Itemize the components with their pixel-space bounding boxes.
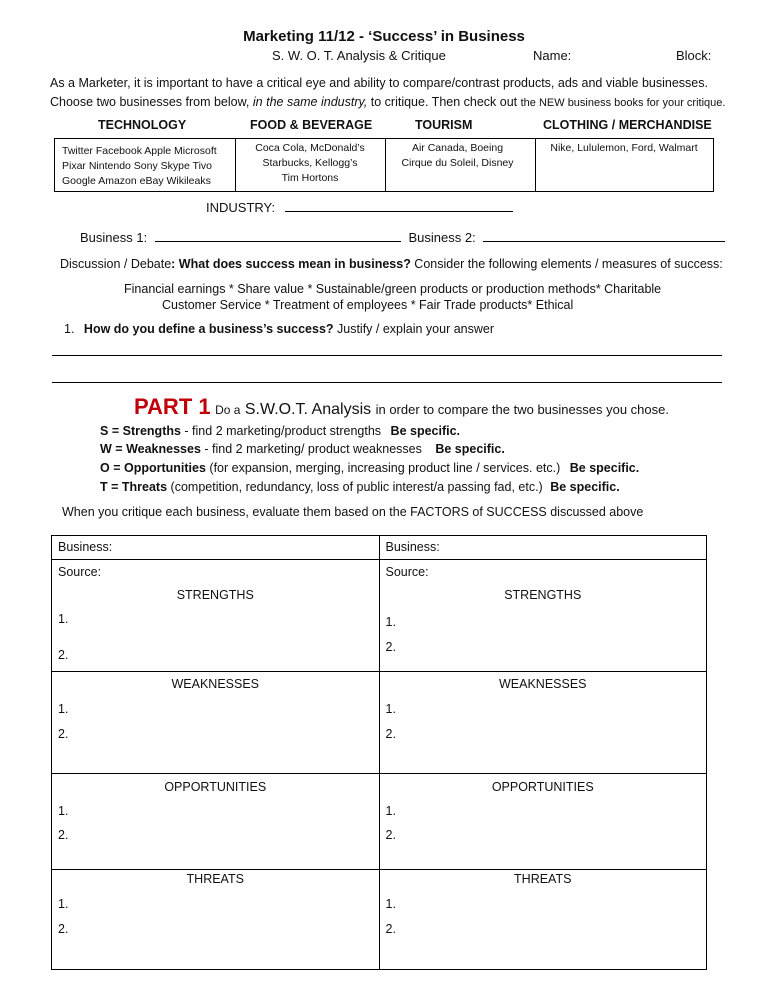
source-label-right: Source: [385, 565, 429, 579]
swot-def-strengths [100, 424, 460, 438]
strengths-item-2-left: 2. [58, 648, 69, 662]
category-cell-clothing [535, 139, 713, 191]
source-label-left: Source: [58, 565, 102, 579]
threats-heading-right: THREATS [514, 872, 572, 886]
swot-term-strengths: = Strengths [111, 424, 181, 438]
strengths-item-1-right: 1. [385, 615, 396, 629]
success-elements-line-2: Customer Service * Treatment of employees * Fair Trade products* Ethical [162, 298, 574, 312]
discussion-rest: Consider the following elements / measures of success: [410, 257, 723, 271]
weaknesses-heading-left: WEAKNESSES [171, 677, 260, 691]
discussion-prefix: Discussion / Debate [60, 257, 172, 271]
critique-note: When you critique each business, evaluate them based on the FACTORS of SUCCESS discussed above [62, 505, 644, 519]
discussion-line [60, 257, 723, 271]
page-title: Marketing 11/12 - ‘Success’ in Business [243, 28, 525, 45]
success-elements-line-1: Financial earnings * Share value * Sustainable/green products or production methods* Charitable [124, 282, 662, 296]
swot-term-opportunities: = Opportunities [113, 461, 206, 475]
swot-desc-strengths: - find 2 marketing/product strengths [180, 424, 382, 438]
answer-line-2[interactable] [52, 382, 722, 383]
technology-line-1: Twitter Facebook Apple Microsoft [62, 145, 217, 157]
weaknesses-cell-left[interactable] [52, 672, 380, 774]
question-1-text: How do you define a business’s success? [83, 322, 334, 336]
strengths-item-2-right: 2. [385, 640, 396, 654]
swot-note-opportunities: Be specific. [569, 461, 640, 475]
weaknesses-item-1-right: 1. [385, 702, 396, 716]
swot-letter-w: W [100, 442, 112, 456]
part-1-small: Do a [215, 403, 241, 417]
threats-item-2-left: 2. [58, 922, 69, 936]
swot-term-threats: = Threats [111, 480, 168, 494]
food-line-1: Coca Cola, McDonald’s [255, 142, 365, 154]
answer-line-1[interactable] [52, 355, 722, 356]
threats-cell-left[interactable] [52, 870, 380, 970]
part-1-rest: in order to compare the two businesses you chose. [375, 402, 669, 417]
strengths-item-1-left: 1. [58, 612, 69, 626]
page-subtitle: S. W. O. T. Analysis & Critique [272, 48, 446, 63]
threats-item-1-left: 1. [58, 897, 69, 911]
swot-def-opportunities [100, 461, 639, 475]
swot-desc-opportunities: (for expansion, merging, increasing product line / services. etc.) [205, 461, 561, 475]
swot-note-weaknesses: Be specific. [435, 442, 505, 456]
question-1-number: 1. [64, 322, 75, 336]
threats-heading-left: THREATS [186, 872, 244, 886]
name-label: Name: [533, 48, 572, 63]
threats-item-1-right: 1. [385, 897, 396, 911]
discussion-question: : What does success mean in business? [171, 257, 411, 271]
threats-cell-right[interactable] [379, 870, 707, 970]
swot-letter-t: T [100, 480, 108, 494]
swot-desc-weaknesses: - find 2 marketing/ product weaknesses [200, 442, 422, 456]
intro-text-a: Choose two businesses from below, [50, 95, 253, 109]
opportunities-cell-right[interactable] [379, 774, 707, 870]
category-cell-tourism [385, 139, 536, 191]
industry-label: INDUSTRY: [206, 200, 276, 215]
strengths-cell-right[interactable] [379, 560, 707, 672]
intro-text-b: to critique. Then check out [367, 95, 521, 109]
category-heading-tourism: TOURISM [415, 118, 473, 132]
swot-def-weaknesses [100, 442, 505, 456]
category-cell-food [235, 139, 386, 191]
swot-note-threats: Be specific. [550, 480, 620, 494]
weaknesses-item-2-left: 2. [58, 727, 69, 741]
strengths-heading-left: STRENGTHS [176, 588, 254, 602]
category-heading-clothing: CLOTHING / MERCHANDISE [543, 118, 712, 132]
swot-letter-o: O [100, 461, 110, 475]
part-1-heading: PART 1 [134, 394, 211, 419]
food-line-2: Starbucks, Kellogg’s [262, 157, 358, 169]
opportunities-item-1-left: 1. [58, 804, 69, 818]
opportunities-item-2-right: 2. [385, 828, 396, 842]
threats-item-2-right: 2. [385, 922, 396, 936]
intro-text-c: the NEW business books for your critique. [520, 97, 726, 109]
block-label: Block: [676, 48, 712, 63]
intro-line-1: As a Marketer, it is important to have a critical eye and ability to compare/contrast products, ads and viable businesses. [50, 76, 708, 90]
business1-blank[interactable] [155, 230, 401, 242]
weaknesses-item-2-right: 2. [385, 727, 396, 741]
category-cell-technology [55, 139, 236, 191]
business2-blank[interactable] [483, 230, 725, 242]
category-table [54, 138, 714, 192]
opportunities-heading-right: OPPORTUNITIES [491, 780, 594, 794]
business-row [80, 230, 725, 245]
opportunities-cell-left[interactable] [52, 774, 380, 870]
opportunities-item-2-left: 2. [58, 828, 69, 842]
business-cell-right[interactable] [379, 536, 707, 560]
intro-emphasis: in the same industry, [252, 95, 368, 109]
strengths-heading-right: STRENGTHS [504, 588, 582, 602]
opportunities-item-1-right: 1. [385, 804, 396, 818]
opportunities-heading-left: OPPORTUNITIES [164, 780, 267, 794]
swot-def-threats [100, 480, 620, 494]
business2-label: Business 2: [408, 230, 476, 245]
industry-row [206, 200, 513, 215]
category-heading-food: FOOD & BEVERAGE [250, 118, 373, 132]
swot-letter-s: S [100, 424, 109, 438]
tourism-line-1: Air Canada, Boeing [411, 142, 504, 154]
tourism-line-2: Cirque du Soleil, Disney [401, 157, 514, 169]
business-cell-left[interactable] [52, 536, 380, 560]
swot-table [51, 535, 707, 970]
intro-line-2 [50, 95, 725, 109]
weaknesses-heading-right: WEAKNESSES [498, 677, 587, 691]
technology-line-3: Google Amazon eBay Wikileaks [62, 175, 211, 187]
swot-desc-threats: (competition, redundancy, loss of public interest/a passing fad, etc.) [167, 480, 543, 494]
question-1 [64, 322, 494, 336]
weaknesses-cell-right[interactable] [379, 672, 707, 774]
business-label-right: Business: [385, 540, 440, 554]
industry-blank[interactable] [285, 200, 513, 212]
technology-line-2: Pixar Nintendo Sony Skype Tivo [62, 160, 212, 172]
category-heading-technology: TECHNOLOGY [98, 118, 187, 132]
clothing-line-1: Nike, Lululemon, Ford, Walmart [550, 142, 698, 154]
part-1-swot-title: S.W.O.T. Analysis [244, 401, 372, 418]
business1-label: Business 1: [80, 230, 148, 245]
question-1-hint: Justify / explain your answer [333, 322, 495, 336]
strengths-cell-left[interactable] [52, 560, 380, 672]
food-line-3: Tim Hortons [281, 172, 339, 184]
weaknesses-item-1-left: 1. [58, 702, 69, 716]
swot-term-weaknesses: = Weaknesses [115, 442, 201, 456]
business-label-left: Business: [58, 540, 113, 554]
part-1-heading-row [134, 394, 669, 420]
swot-note-strengths: Be specific. [390, 424, 461, 438]
